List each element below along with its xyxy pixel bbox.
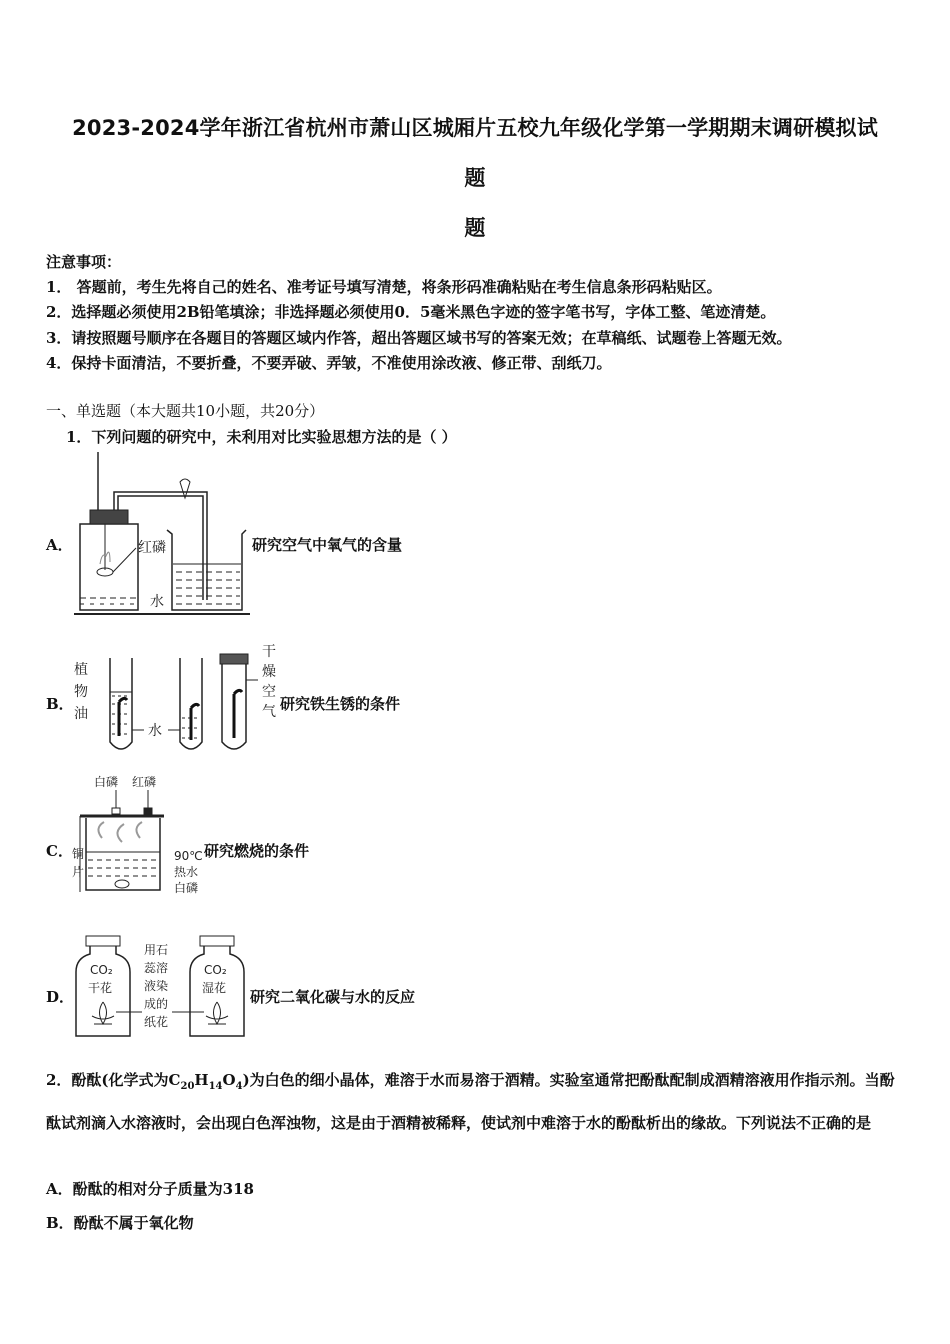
label-copper-1: 铜 <box>72 847 85 861</box>
label-plant: 植 <box>74 662 88 678</box>
label-white-p-top: 白磷 <box>94 775 119 789</box>
option-c-label: C． <box>46 842 73 860</box>
label-wet-flower: 湿花 <box>202 981 227 995</box>
notice-item: 2．选择题必须使用2B铅笔填涂；非选择题必须使用0．5毫米黑色字迹的签字笔书写，字体工整、笔迹清楚。 <box>46 303 776 321</box>
figure-b-iron-rust <box>72 638 282 760</box>
figure-a-oxygen-content <box>72 452 252 620</box>
section-heading: 一、单选题（本大题共10小题，共20分） <box>46 402 325 420</box>
q2-text-o: O <box>222 1071 236 1089</box>
option-c-caption: 研究燃烧的条件 <box>204 842 310 860</box>
label-co2-2: CO₂ <box>204 963 227 977</box>
label-red-phosphorus: 红磷 <box>138 540 166 556</box>
label-oil-2: 物 <box>74 684 88 700</box>
label-litmus-4: 成的 <box>144 997 169 1011</box>
label-90c: 90℃ <box>174 849 203 863</box>
q2-text-prefix: 2．酚酞(化学式为C <box>46 1071 181 1089</box>
notice-heading: 注意事项： <box>46 253 122 271</box>
q2-text-suffix: )为白色的细小晶体，难溶于水而易溶于酒精。实验室通常把酚酞配制成酒精溶液用作指示剂。当酚酞试剂滴入水溶液时，会出现白色浑浊物，这是由于酒精被稀释，使试剂中难溶于水的酚酞析出的缘故。下列说法不正确的是 <box>46 1071 895 1132</box>
label-oil-3: 油 <box>74 706 88 722</box>
label-air-2: 气 <box>262 704 276 720</box>
q2-sub-o: 4 <box>235 1081 243 1092</box>
label-air-1: 空 <box>262 684 276 700</box>
notice-item: 3．请按照题号顺序在各题目的答题区域内作答，超出答题区域书写的答案无效；在草稿纸、试题卷上答题无效。 <box>46 329 792 347</box>
option-d-caption: 研究二氧化碳与水的反应 <box>250 988 416 1006</box>
option-b-label: B． <box>46 695 74 713</box>
label-litmus-2: 蕊溶 <box>144 961 169 975</box>
question-2-option-b: B．酚酞不属于氧化物 <box>46 1214 194 1232</box>
label-water: 水 <box>150 594 164 610</box>
figure-c-combustion <box>72 772 212 900</box>
option-a-label: A． <box>46 536 73 554</box>
label-co2-1: CO₂ <box>90 963 113 977</box>
q2-sub-h: 14 <box>208 1081 223 1092</box>
label-water-b: 水 <box>148 723 162 739</box>
q2-text-h: H <box>194 1071 209 1089</box>
notice-item: 1． 答题前，考生先将自己的姓名、准考证号填写清楚，将条形码准确粘贴在考生信息条形码粘贴区。 <box>46 278 722 296</box>
label-dry-2: 燥 <box>262 664 276 680</box>
option-d-label: D． <box>46 988 75 1006</box>
page-title-line3: 题 <box>464 216 486 240</box>
label-litmus-3: 液染 <box>144 979 169 993</box>
label-dry-flower: 干花 <box>88 981 113 995</box>
figure-d-co2-water <box>72 932 252 1042</box>
option-a-caption: 研究空气中氧气的含量 <box>252 536 403 554</box>
label-copper-2: 片 <box>72 865 85 879</box>
label-hot-water: 热水 <box>174 865 199 879</box>
page-title-line1: 2023-2024学年浙江省杭州市萧山区城厢片五校九年级化学第一学期期末调研模拟试 <box>72 116 878 140</box>
option-b-caption: 研究铁生锈的条件 <box>280 695 401 713</box>
question-2-option-a: A．酚酞的相对分子质量为318 <box>46 1180 254 1198</box>
question-1-stem: 1．下列问题的研究中，未利用对比实验思想方法的是（ ） <box>66 428 457 446</box>
label-litmus-1: 用石 <box>144 943 169 957</box>
label-dry-1: 干 <box>262 644 276 660</box>
notice-item: 4．保持卡面清洁，不要折叠，不要弄破、弄皱，不准使用涂改液、修正带、刮纸刀。 <box>46 354 612 372</box>
label-white-p-bottom: 白磷 <box>174 881 199 895</box>
page-title-line2: 题 <box>464 166 486 190</box>
question-2-stem <box>46 1062 904 1142</box>
label-red-p-top: 红磷 <box>132 775 157 789</box>
q2-sub-c: 20 <box>180 1081 195 1092</box>
label-litmus-5: 纸花 <box>144 1015 169 1029</box>
